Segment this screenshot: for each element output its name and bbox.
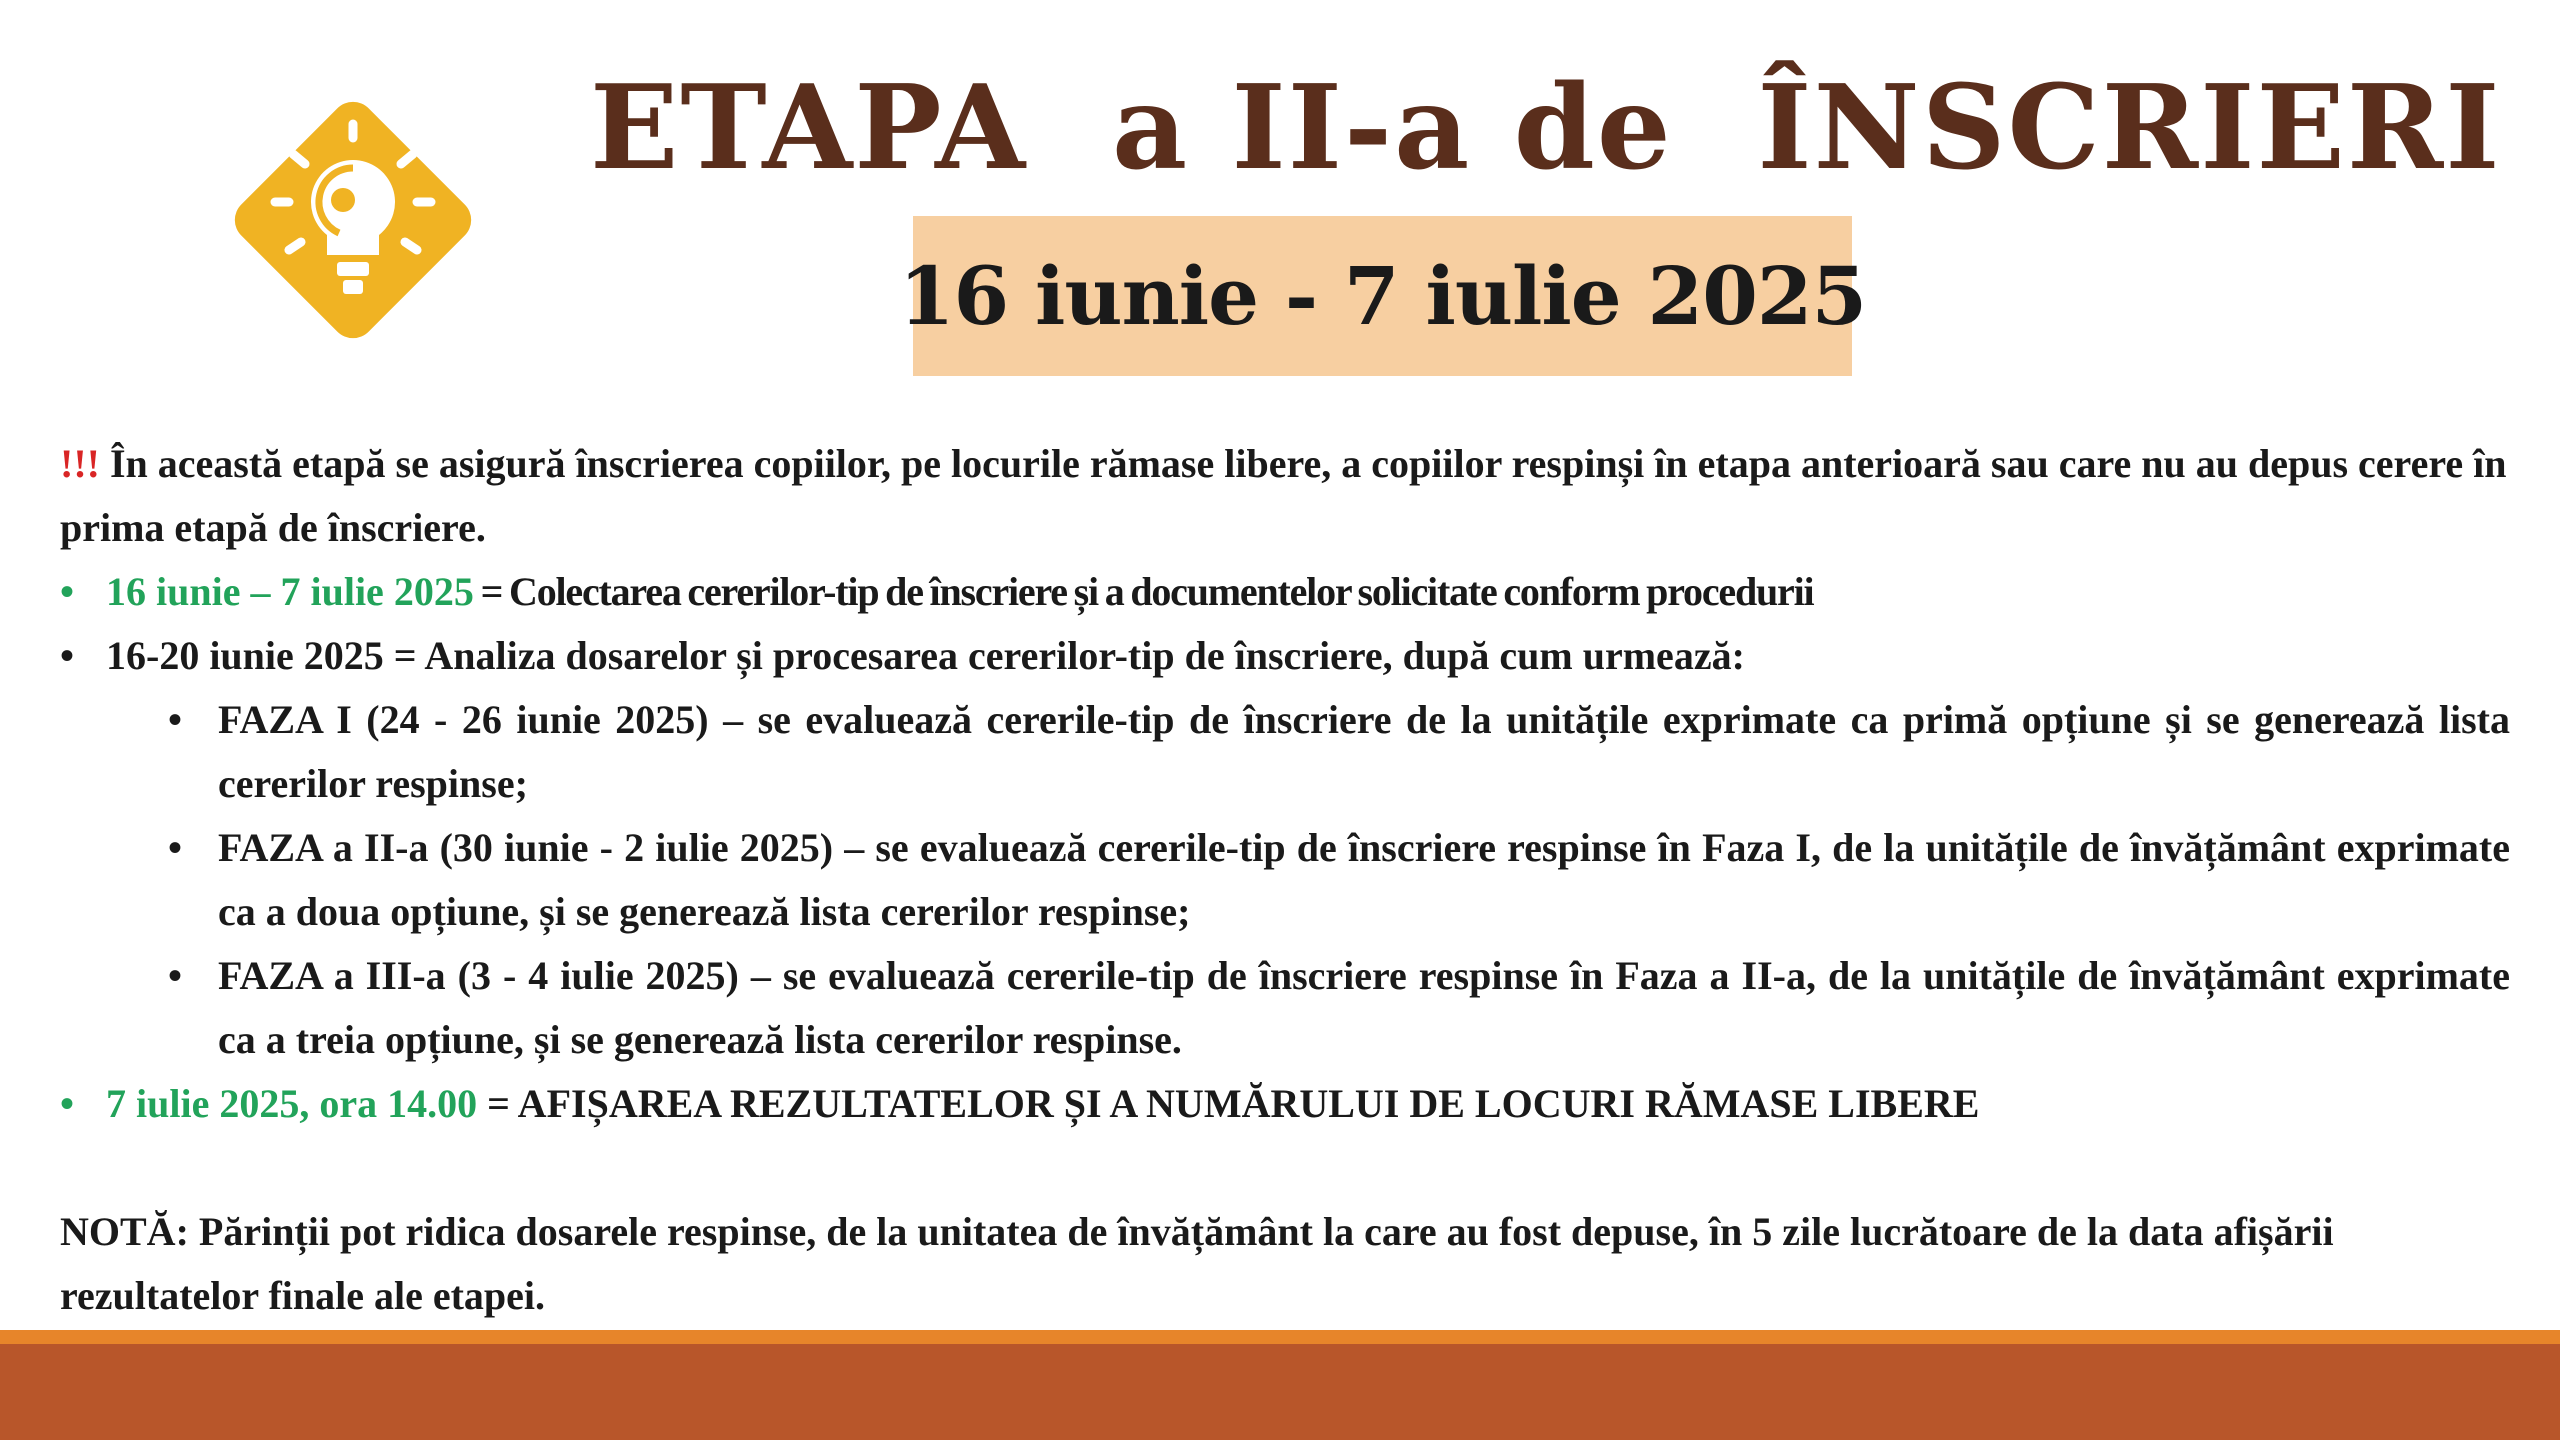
results-date: 7 iulie 2025, ora 14.00: [106, 1081, 478, 1126]
phase-item: • FAZA I (24 - 26 iunie 2025) – se evaluează cererile-tip de înscriere de la unitățile exprimate ca primă opțiune și se generează lista cererilor respinse;: [106, 688, 2510, 816]
schedule-text: = AFIȘAREA REZULTATELOR ȘI A NUMĂRULUI DE LOCURI RĂMASE LIBERE: [477, 1081, 1980, 1126]
intro-paragraph: [60, 432, 2510, 560]
announcement-body: [60, 432, 2510, 1328]
phase-list: [106, 688, 2510, 1072]
schedule-text: 16-20 iunie 2025 = Analiza dosarelor și procesarea cererilor-tip de înscriere, după cum urmează:: [106, 633, 1745, 678]
phase-item: • FAZA a III-a (3 - 4 iulie 2025) – se evaluează cererile-tip de înscriere respinse în Faza a II-a, de la unitățile de învățământ exprimate ca a treia opțiune, și se generează lista cererilor respinse.: [106, 944, 2510, 1072]
list-item: [60, 1072, 2510, 1136]
phase-item: • FAZA a II-a (30 iunie - 2 iulie 2025) – se evaluează cererile-tip de înscriere respinse în Faza I, de la unitățile de învățământ exprimate ca a doua opțiune, și se generează lista cererilor respinse;: [106, 816, 2510, 944]
schedule-list: [60, 560, 2510, 1136]
page-title: ETAPA a II-a de ÎNSCRIERI: [590, 60, 2502, 196]
list-item: [60, 560, 2510, 624]
date-range: 16 iunie - 7 iulie 2025: [898, 249, 1867, 343]
date-range-box: [898, 216, 1867, 376]
footer-band-accent: [0, 1330, 2560, 1344]
schedule-date: 16 iunie – 7 iulie 2025: [106, 569, 474, 614]
intro-text: În această etapă se asigură înscrierea copiilor, pe locurile rămase libere, a copiilor respinși în etapa anterioară sau care nu au depus cerere în prima etapă de înscriere.: [60, 441, 2507, 550]
note-paragraph: NOTĂ: Părinții pot ridica dosarele respinse, de la unitatea de învățământ la care au fost depuse, în 5 zile lucrătoare de la data afișării rezultatelor finale ale etapei.: [60, 1209, 2334, 1318]
schedule-text: = Colectarea cererilor-tip de înscriere și a documentelor solicitate conform procedurii: [473, 569, 1814, 614]
footer-band: [0, 1344, 2560, 1440]
list-item: [60, 624, 2510, 1072]
alert-marker: !!!: [60, 441, 100, 486]
lightbulb-idea-icon: [205, 72, 501, 368]
